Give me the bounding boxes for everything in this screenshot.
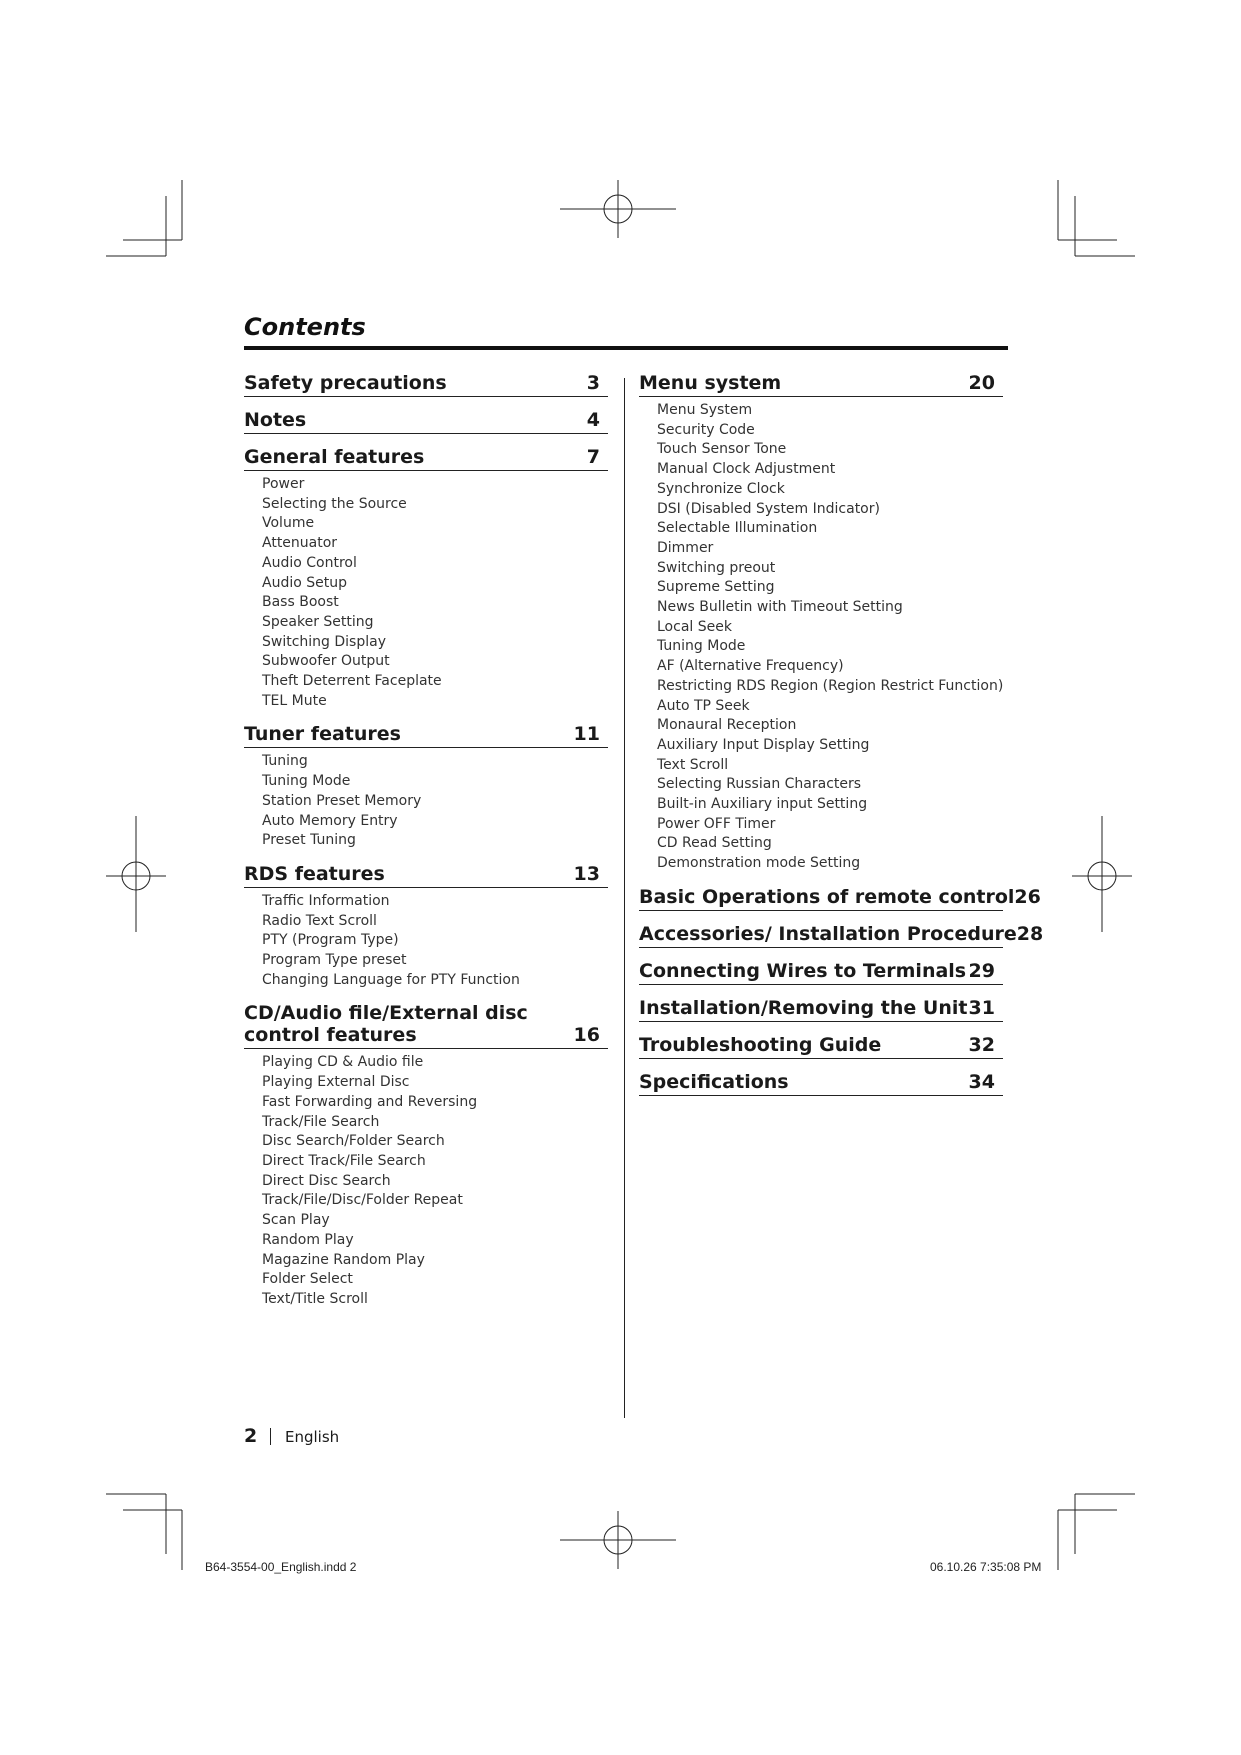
page-title: Contents: [244, 313, 366, 341]
toc-subitem[interactable]: Bass Boost: [262, 594, 339, 611]
toc-subitem[interactable]: Playing CD & Audio file: [262, 1054, 424, 1071]
toc-subitem[interactable]: Dimmer: [657, 539, 714, 556]
toc-subitem[interactable]: DSI (Disabled System Indicator): [657, 500, 880, 517]
toc-subitem[interactable]: Station Preset Memory: [262, 792, 422, 809]
toc-subitem[interactable]: Auto TP Seek: [657, 697, 750, 714]
toc-subitem[interactable]: Local Seek: [657, 618, 732, 635]
column-divider: [624, 378, 625, 1418]
toc-subitem[interactable]: Magazine Random Play: [262, 1251, 425, 1268]
toc-section-heading[interactable]: [244, 372, 608, 397]
toc-subitem[interactable]: Tuning Mode: [262, 773, 351, 790]
toc-subitem[interactable]: News Bulletin with Timeout Setting: [657, 599, 903, 616]
toc-section-heading[interactable]: [639, 372, 1003, 397]
toc-subitem[interactable]: Restricting RDS Region (Region Restrict Function): [657, 677, 1004, 694]
toc-subitem[interactable]: Direct Track/File Search: [262, 1152, 426, 1169]
toc-subitem[interactable]: Text/Title Scroll: [262, 1290, 368, 1307]
toc-subitem-list: [244, 892, 608, 991]
toc-subitem[interactable]: Text Scroll: [657, 756, 729, 773]
toc-subitem[interactable]: Playing External Disc: [262, 1074, 410, 1091]
toc-subitem-list: [639, 401, 1003, 874]
toc-subitem[interactable]: Security Code: [657, 421, 755, 438]
toc-subitem[interactable]: Folder Select: [262, 1271, 353, 1288]
toc-section: [244, 446, 608, 711]
toc-subitem[interactable]: Subwoofer Output: [262, 653, 390, 670]
toc-page-number: 7: [586, 446, 600, 468]
toc-section: [639, 1071, 1003, 1096]
toc-section-title: Menu system: [639, 372, 782, 394]
toc-subitem[interactable]: Supreme Setting: [657, 579, 775, 596]
toc-subitem[interactable]: Built-in Auxiliary input Setting: [657, 796, 868, 813]
toc-subitem[interactable]: Volume: [262, 515, 315, 532]
footer-page-number: 2: [244, 1425, 258, 1447]
footer-language: English: [285, 1428, 340, 1446]
toc-subitem[interactable]: Tuning Mode: [657, 638, 746, 655]
toc-page-number: 20: [968, 372, 995, 394]
toc-subitem[interactable]: Auxiliary Input Display Setting: [657, 736, 870, 753]
toc-section-heading[interactable]: [639, 1034, 1003, 1059]
toc-subitem[interactable]: Radio Text Scroll: [262, 912, 377, 929]
toc-section-heading[interactable]: [639, 885, 1041, 911]
toc-subitem[interactable]: Monaural Reception: [657, 717, 797, 734]
toc-subitem[interactable]: Selecting Russian Characters: [657, 776, 862, 793]
toc-subitem[interactable]: Theft Deterrent Faceplate: [262, 673, 442, 690]
toc-section: [244, 372, 608, 397]
toc-section-title: Specifications: [639, 1070, 789, 1093]
toc-section-heading[interactable]: [639, 1071, 1003, 1096]
toc-section: [244, 409, 608, 434]
toc-subitem[interactable]: Disc Search/Folder Search: [262, 1133, 445, 1150]
toc-subitem[interactable]: Track/File Search: [262, 1113, 380, 1130]
toc-subitem[interactable]: Menu System: [657, 402, 753, 418]
toc-subitem[interactable]: Audio Setup: [262, 574, 347, 591]
toc-subitem[interactable]: Changing Language for PTY Function: [262, 971, 520, 988]
toc-section-title: General features: [244, 446, 425, 468]
toc-section-title: Troubleshooting Guide: [639, 1033, 882, 1056]
toc-subitem[interactable]: Track/File/Disc/Folder Repeat: [262, 1192, 463, 1209]
toc-subitem-list: [244, 475, 608, 711]
toc-section-heading[interactable]: [244, 446, 608, 471]
toc-subitem[interactable]: AF (Alternative Frequency): [657, 658, 844, 675]
toc-section: [244, 723, 608, 851]
toc-page-number: 16: [573, 1024, 600, 1047]
toc-page-number: 29: [968, 959, 995, 982]
toc-subitem[interactable]: Preset Tuning: [262, 832, 356, 849]
toc-subitem[interactable]: Program Type preset: [262, 952, 407, 969]
toc-subitem[interactable]: Random Play: [262, 1231, 354, 1248]
toc-section-heading[interactable]: [244, 723, 608, 748]
toc-page-number: 11: [573, 723, 600, 746]
toc-subitem[interactable]: Auto Memory Entry: [262, 812, 398, 829]
toc-page-number: 26: [1014, 885, 1041, 908]
toc-subitem[interactable]: Attenuator: [262, 535, 338, 552]
toc-left-column: [244, 372, 608, 1310]
toc-subitem[interactable]: Scan Play: [262, 1212, 330, 1229]
toc-page-number: 4: [586, 409, 600, 431]
title-rule: [244, 346, 1008, 350]
toc-page-number: 34: [968, 1070, 995, 1093]
toc-section-heading[interactable]: [244, 1002, 608, 1049]
toc-page-number: 32: [968, 1033, 995, 1056]
toc-section-title: Connecting Wires to Terminals: [639, 959, 967, 982]
toc-section: [639, 885, 1041, 911]
toc-section-title: Safety precautions: [244, 372, 447, 394]
toc-section-title: Basic Operations of remote control: [639, 885, 1015, 908]
footer-separator: [270, 1428, 271, 1445]
toc-section-heading[interactable]: [244, 863, 608, 888]
toc-section-heading[interactable]: [244, 409, 608, 434]
toc-section: [639, 997, 1003, 1022]
toc-section: [639, 372, 1003, 874]
toc-section-heading[interactable]: [639, 922, 1044, 948]
toc-subitem[interactable]: Selecting the Source: [262, 495, 407, 512]
toc-subitem[interactable]: Fast Forwarding and Reversing: [262, 1093, 478, 1110]
toc-section: [639, 960, 1003, 985]
toc-subitem[interactable]: Traffic Information: [262, 892, 390, 909]
toc-section-heading[interactable]: [639, 960, 1003, 985]
toc-subitem[interactable]: Manual Clock Adjustment: [657, 461, 836, 478]
toc-subitem[interactable]: TEL Mute: [262, 692, 327, 709]
toc-subitem[interactable]: Synchronize Clock: [657, 480, 785, 497]
toc-subitem[interactable]: PTY (Program Type): [262, 932, 399, 949]
slug-file-name: B64-3554-00_English.indd 2: [205, 1560, 357, 1574]
toc-section-title: Accessories/ Installation Procedure: [639, 922, 1017, 945]
toc-subitem-list: [244, 752, 608, 851]
toc-subitem[interactable]: Demonstration mode Setting: [657, 855, 861, 872]
toc-page-number: 3: [586, 372, 600, 394]
toc-section-title: RDS features: [244, 862, 385, 885]
toc-subitem[interactable]: Selectable Illumination: [657, 520, 818, 537]
toc-section-heading[interactable]: [639, 997, 1003, 1022]
toc-subitem[interactable]: Tuning: [262, 753, 308, 770]
slug-timestamp: 06.10.26 7:35:08 PM: [930, 1560, 1042, 1574]
toc-subitem[interactable]: Power OFF Timer: [657, 815, 776, 832]
toc-page-number: 13: [573, 862, 600, 885]
toc-subitem[interactable]: Audio Control: [262, 554, 357, 571]
toc-page-number: 28: [1016, 922, 1044, 945]
toc-subitem-list: [244, 1053, 608, 1309]
toc-section: [639, 1034, 1003, 1059]
toc-section-title: Installation/Removing the Unit: [639, 996, 968, 1019]
toc-section: [639, 922, 1044, 948]
toc-subitem[interactable]: CD Read Setting: [657, 835, 772, 852]
toc-subitem[interactable]: Switching preout: [657, 559, 776, 576]
toc-section-title: Notes: [244, 409, 307, 431]
toc-subitem[interactable]: Power: [262, 476, 305, 492]
toc-section-title: Tuner features: [244, 723, 401, 746]
toc-subitem[interactable]: Touch Sensor Tone: [657, 441, 787, 458]
toc-section-title: CD/Audio file/External disc control features: [244, 1002, 528, 1047]
toc-subitem[interactable]: Direct Disc Search: [262, 1172, 391, 1189]
toc-subitem[interactable]: Speaker Setting: [262, 613, 374, 630]
toc-subitem[interactable]: Switching Display: [262, 633, 386, 650]
toc-section: [244, 863, 608, 991]
toc-right-column: [639, 372, 1044, 1100]
toc-page-number: 31: [968, 996, 995, 1019]
toc-section: [244, 1002, 608, 1309]
